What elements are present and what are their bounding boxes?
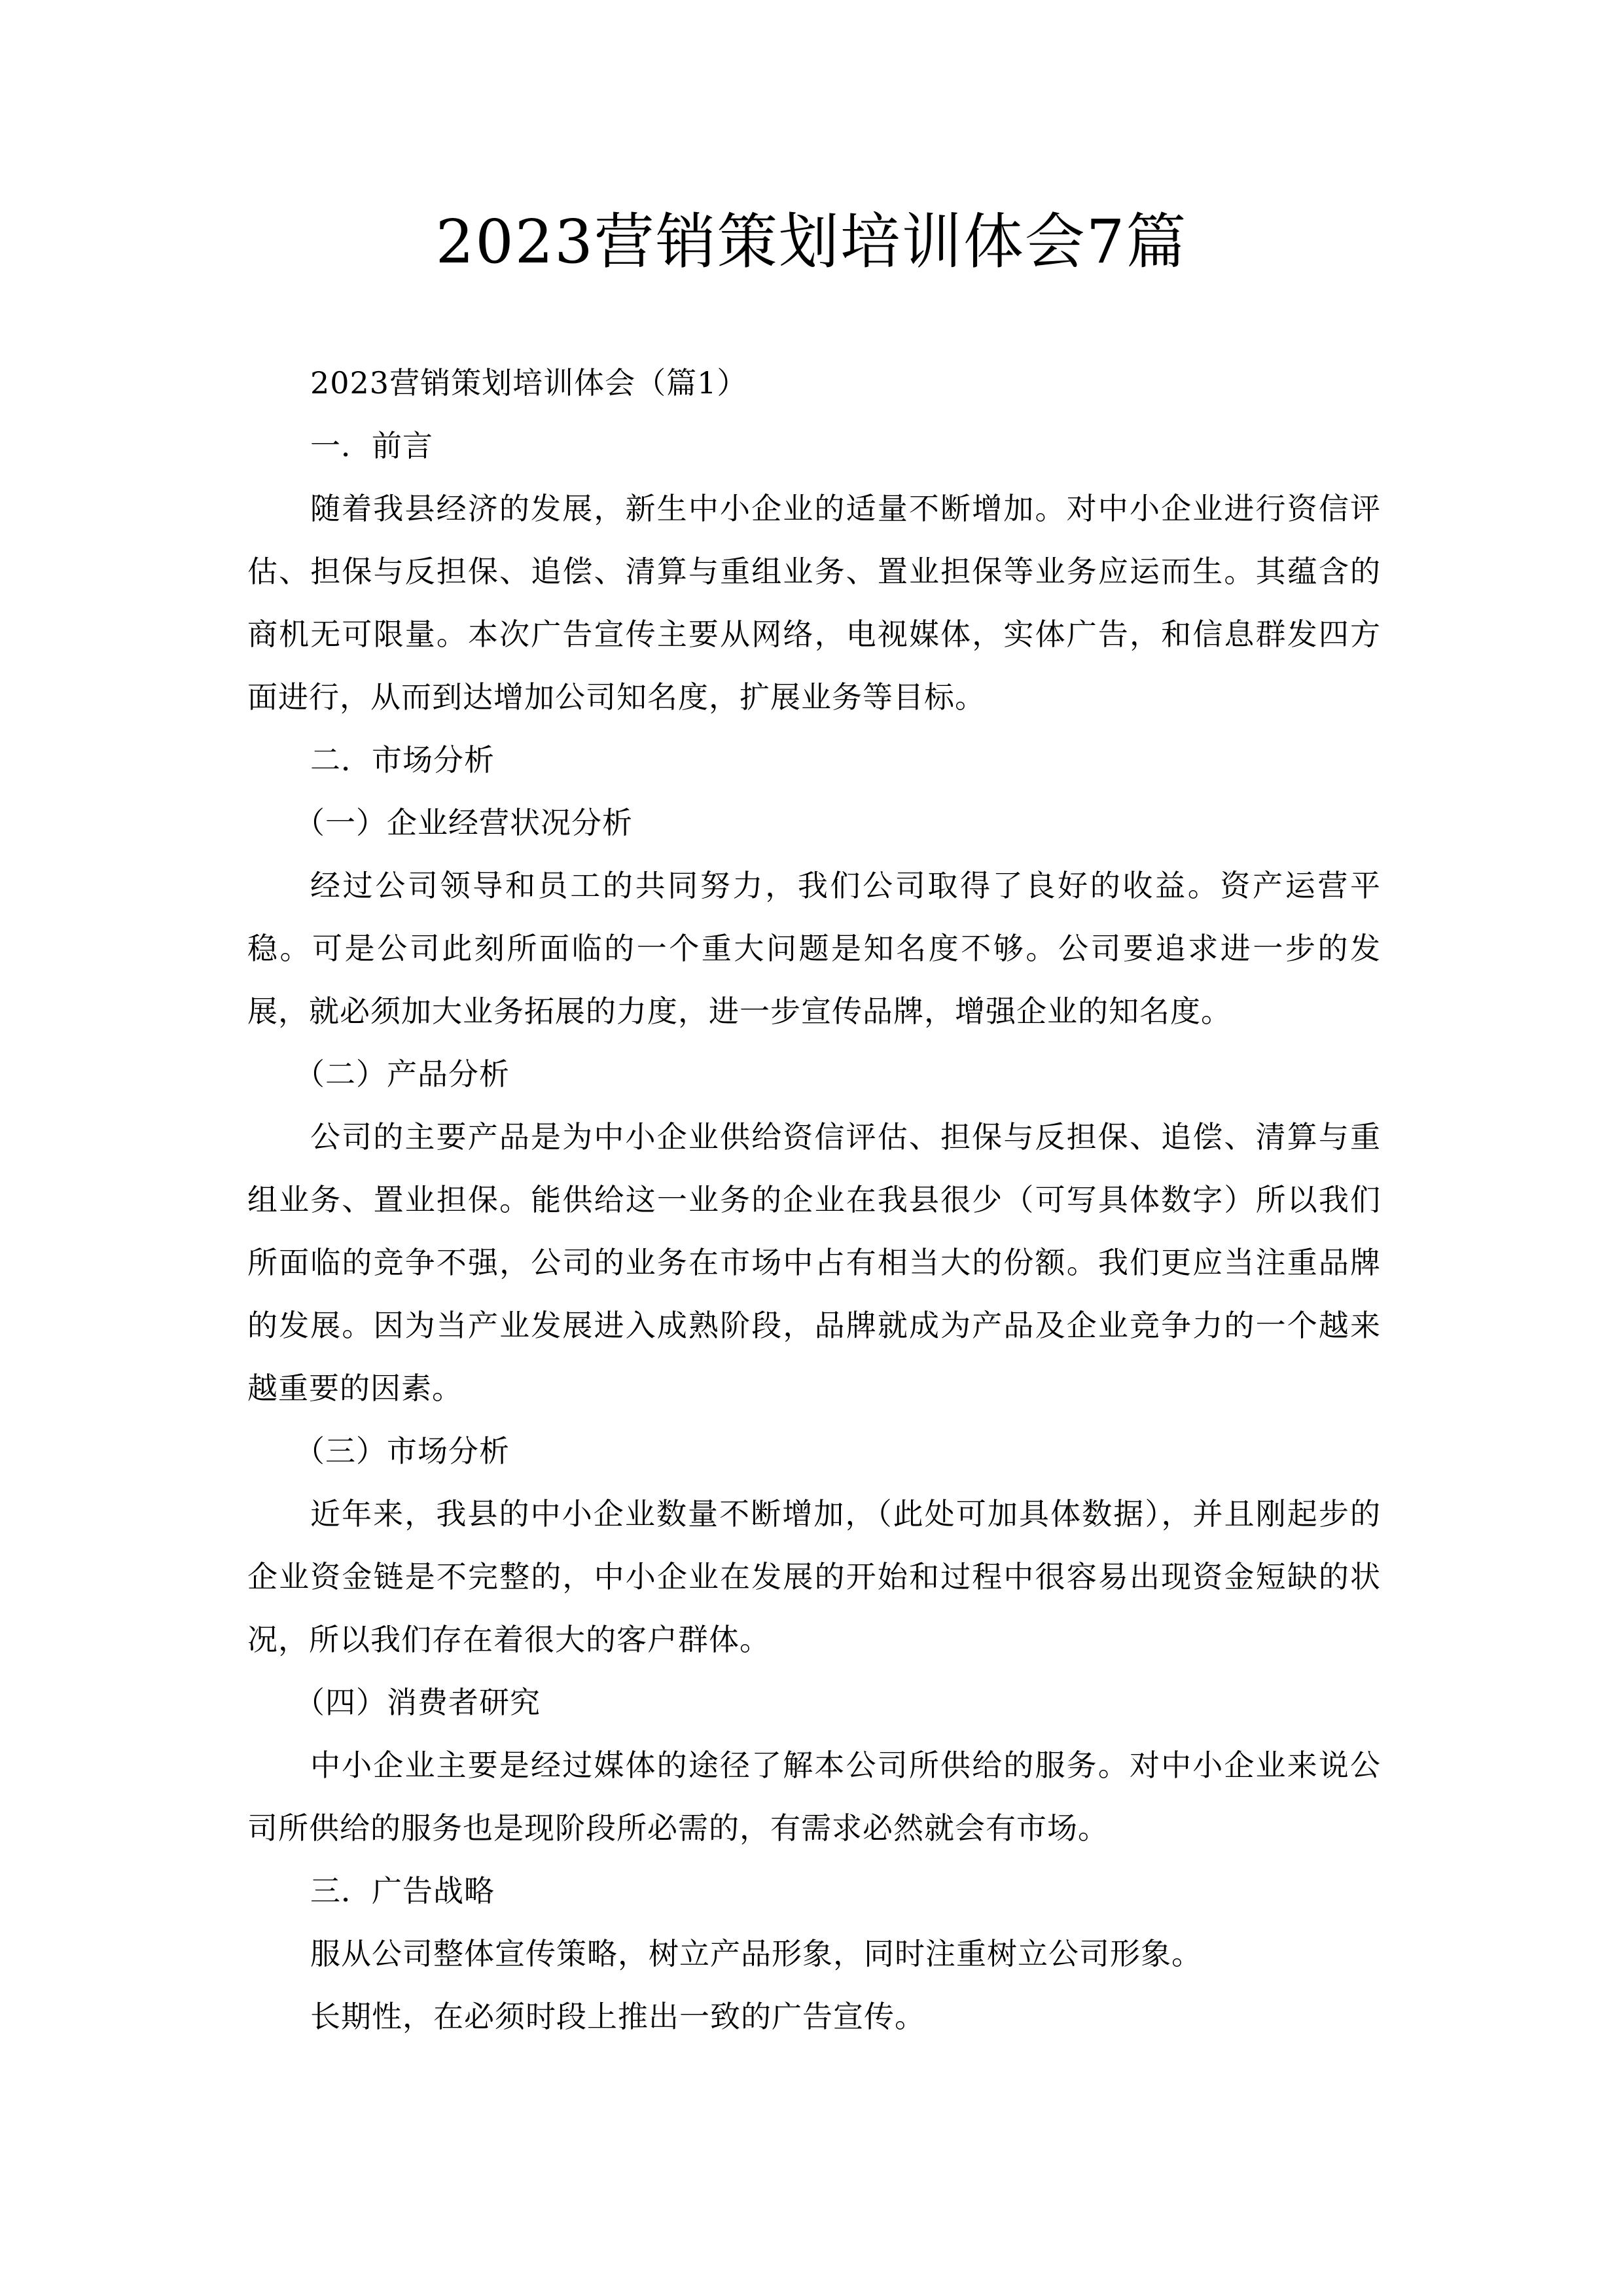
paragraph: 长期性，在必须时段上推出一致的广告宣传。: [310, 1999, 925, 2034]
subsection-heading: （三）市场分析: [294, 1433, 510, 1469]
paragraph: 近年来，我县的中小企业数量不断增加，（此处可加具体数据），并且刚起步的企业资金链是不完整的，中小企业在发展的开始和过程中很容易出现资金短缺的状况，所以我们存在着很大的客户群体。: [247, 1496, 1381, 1657]
document-title: 2023营销策划培训体会7篇: [435, 207, 1188, 277]
section-heading-ad-strategy: 三．广告战略: [310, 1873, 495, 1909]
paragraph: 公司的主要产品是为中小企业供给资信评估、担保与反担保、追偿、清算与重组业务、置业担保。能供给这一业务的企业在我县很少（可写具体数字）所以我们所面临的竞争不强，公司的业务在市场中占有相当大的份额。我们更应当注重品牌的发展。因为当产业发展进入成熟阶段，品牌就成为产品及企业竞争力的一个越来越重要的因素。: [247, 1119, 1381, 1406]
subsection-heading: （四）消费者研究: [294, 1685, 541, 1720]
document-body: [247, 351, 1381, 2048]
content-blocks: [247, 414, 1381, 2048]
subsection-heading: （二）产品分析: [294, 1056, 510, 1092]
subsection-heading: （一）企业经营状况分析: [294, 805, 633, 840]
paragraph: 经过公司领导和员工的共同努力，我们公司取得了良好的收益。资产运营平稳。可是公司此刻所面临的一个重大问题是知名度不够。公司要追求进一步的发展，就必须加大业务拓展的力度，进一步宣传品牌，增强企业的知名度。: [247, 868, 1381, 1029]
paragraph: 随着我县经济的发展，新生中小企业的适量不断增加。对中小企业进行资信评估、担保与反担保、追偿、清算与重组业务、置业担保等业务应运而生。其蕴含的商机无可限量。本次广告宣传主要从网络，电视媒体，实体广告，和信息群发四方面进行，从而到达增加公司知名度，扩展业务等目标。: [247, 491, 1381, 715]
article-heading: 2023营销策划培训体会（篇1）: [310, 365, 748, 401]
section-heading-market-analysis: 二．市场分析: [310, 742, 495, 778]
section-heading-preface: 一．前言: [310, 428, 433, 463]
paragraph: 中小企业主要是经过媒体的途径了解本公司所供给的服务。对中小企业来说公司所供给的服务也是现阶段所必需的，有需求必然就会有市场。: [247, 1748, 1381, 1846]
paragraph: 服从公司整体宣传策略，树立产品形象，同时注重树立公司形象。: [310, 1936, 1202, 1971]
